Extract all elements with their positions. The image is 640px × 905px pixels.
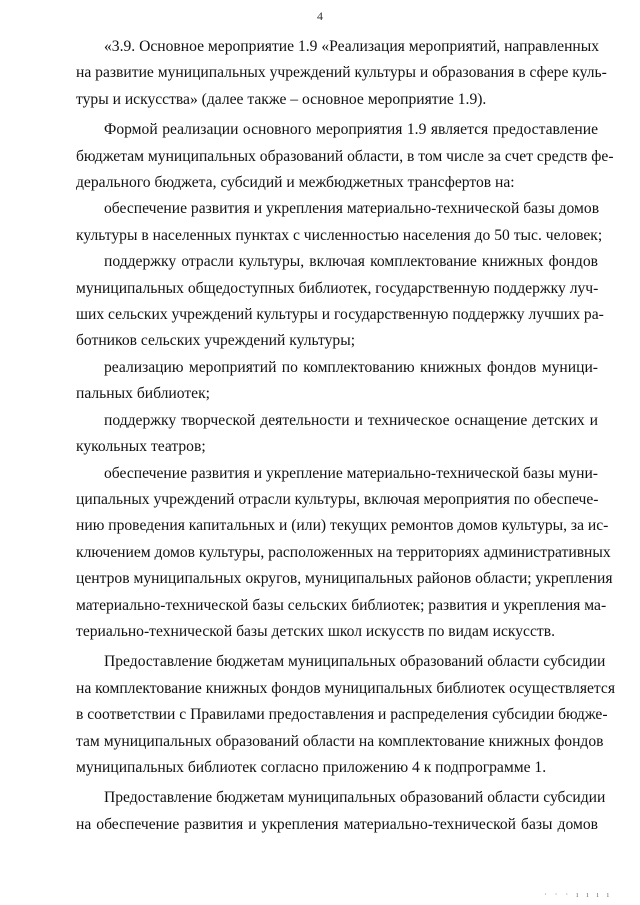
text-line: на развитие муниципальных учреждений культуры и образования в сфере куль- — [76, 64, 607, 82]
list-item-culture-houses — [76, 196, 603, 249]
text-line: ботников сельских учреждений культуры; — [76, 332, 356, 350]
text-line: реализацию мероприятий по комплектованию книжных фондов муници- — [104, 358, 598, 376]
text-line: муниципальных общедоступных библиотек, государственную поддержку луч- — [76, 279, 599, 297]
text-line: пальных библиотек; — [76, 385, 211, 403]
paragraph-section-3-9-title — [76, 34, 607, 113]
text-line: ших сельских учреждений культуры и государственную поддержку лучших ра- — [76, 306, 604, 324]
text-line: на обеспечение развития и укрепления материально-технической базы домов — [76, 815, 598, 833]
text-line: обеспечение развития и укрепление материально-технической базы муни- — [104, 464, 598, 482]
text-line: ключением домов культуры, расположенных на территориях административных — [76, 543, 611, 561]
text-line: в соответствии с Правилами предоставления и распределения субсидии бюдже- — [76, 706, 608, 724]
list-item-material-base — [76, 461, 613, 646]
text-line: поддержку отрасли культуры, включая комплектование книжных фондов — [104, 253, 598, 271]
text-line: бюджетам муниципальных образований области, в том числе за счет средств фе- — [76, 147, 614, 165]
text-line: туры и искусства» (далее также – основное мероприятие 1.9). — [76, 90, 487, 108]
text-line: ципальных учреждений отрасли культуры, включая мероприятия по обеспече- — [76, 490, 599, 508]
text-line: обеспечение развития и укрепления материально-технической базы домов — [104, 200, 600, 218]
list-item-theatres — [76, 408, 598, 461]
paragraph-book-funds-subsidy — [76, 649, 616, 781]
paragraph-culture-houses-subsidy — [76, 785, 606, 838]
scan-marks: · · · ı ı ı ı — [544, 890, 612, 899]
text-line: Формой реализации основного мероприятия 1.9 является предоставление — [104, 121, 598, 139]
text-line: центров муниципальных округов, муниципальных районов области; укрепления — [76, 570, 613, 588]
list-item-culture-support — [76, 249, 604, 355]
document-body — [76, 34, 616, 838]
text-line: дерального бюджета, субсидий и межбюджетных трансфертов на: — [76, 174, 515, 192]
text-line: териально-технической базы детских школ искусств по видам искусств. — [76, 622, 555, 640]
text-line: культуры в населенных пунктах с численностью населения до 50 тыс. человек; — [76, 226, 603, 244]
text-line: материально-технической базы сельских библиотек; развития и укрепления ма- — [76, 596, 607, 614]
list-item-book-funds — [76, 355, 598, 408]
page-number: 4 — [317, 9, 323, 23]
text-line: кукольных театров; — [76, 438, 206, 456]
text-line: «3.9. Основное мероприятие 1.9 «Реализация мероприятий, направленных — [104, 38, 600, 55]
paragraph-implementation-form — [76, 117, 614, 196]
text-line: на комплектование книжных фондов муниципальных библиотек осуществляется — [76, 679, 616, 697]
text-line: поддержку творческой деятельности и техническое оснащение детских и — [104, 411, 598, 429]
text-line: Предоставление бюджетам муниципальных образований области субсидии — [104, 789, 606, 807]
text-line: там муниципальных образований области на комплектование книжных фондов — [76, 732, 604, 750]
text-line: нию проведения капитальных и (или) текущих ремонтов домов культуры, за ис- — [76, 517, 609, 535]
text-line: муниципальных библиотек согласно приложению 4 к подпрограмме 1. — [76, 758, 547, 776]
text-line: Предоставление бюджетам муниципальных образований области субсидии — [104, 653, 606, 671]
